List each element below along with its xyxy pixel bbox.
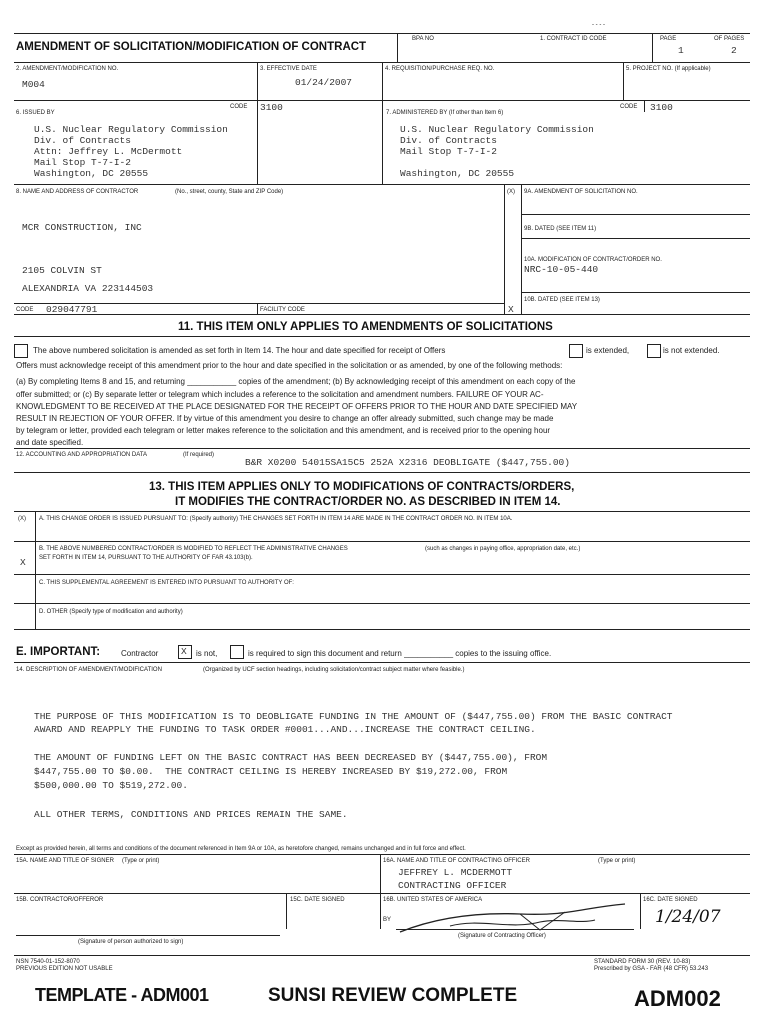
is-not-label: is not,	[196, 649, 218, 658]
is-required-checkbox[interactable]	[230, 645, 244, 659]
admin-code-label: CODE	[620, 104, 638, 110]
adm-stamp: ADM002	[634, 986, 721, 1011]
item11-text-6: by telegram or letter, provided each telegram or letter makes reference to the solicitation and this amendment, and is received prior to the opening hour	[16, 426, 551, 435]
important-label: E. IMPORTANT:	[16, 646, 101, 658]
item14-para3: ALL OTHER TERMS, CONDITIONS AND PRICES REMAIN THE SAME.	[34, 809, 348, 820]
item11-line1: The above numbered solicitation is amended as set forth in Item 14. The hour and date specified for receipt of Offers	[33, 346, 446, 355]
important-contractor: Contractor	[121, 649, 159, 658]
issued-by-label: 6. ISSUED BY	[16, 110, 55, 116]
label-16a: 16A. NAME AND TITLE OF CONTRACTING OFFICER	[383, 858, 530, 864]
item14-label-sub: (Organized by UCF section headings, including solicitation/contract subject matter where feasible.)	[203, 667, 465, 673]
top-right-mark: - - - -	[592, 22, 605, 28]
issued-line-2: Div. of Contracts	[34, 135, 131, 146]
label-15b: 15B. CONTRACTOR/OFFEROR	[16, 897, 104, 903]
item12-req: (If required)	[183, 452, 215, 458]
item14-label: 14. DESCRIPTION OF AMENDMENT/MODIFICATION	[16, 667, 162, 673]
label-10a: 10A. MODIFICATION OF CONTRACT/ORDER NO.	[524, 257, 662, 263]
item13-x-label: (X)	[18, 516, 26, 522]
extended-label: is extended,	[586, 346, 630, 355]
amend-label: 2. AMENDMENT/MODIFICATION NO.	[16, 66, 119, 72]
x-mark-10: X	[508, 304, 514, 315]
std-form-1: STANDARD FORM 30 (REV. 10-83)	[594, 959, 691, 965]
eff-date-label: 3. EFFECTIVE DATE	[260, 66, 317, 72]
page-label: PAGE	[660, 36, 677, 42]
item13-heading-2: IT MODIFIES THE CONTRACT/ORDER NO. AS DESCRIBED IN ITEM 14.	[175, 496, 561, 508]
std-form-2: Prescribed by GSA - FAR (48 CFR) 53.243	[594, 966, 709, 972]
extended-checkbox[interactable]	[569, 344, 583, 358]
date-16c: 1/24/07	[655, 907, 721, 927]
issued-code: 3100	[260, 102, 283, 113]
prev-edition: PREVIOUS EDITION NOT USABLE	[16, 966, 113, 972]
admin-line-5: Washington, DC 20555	[400, 168, 515, 179]
admin-line-3: Mail Stop T-7-I-2	[400, 146, 497, 157]
amend-value: M004	[22, 79, 45, 90]
nsn: NSN 7540-01-152-8070	[16, 959, 80, 965]
not-extended-checkbox[interactable]	[647, 344, 661, 358]
item13-option-c[interactable]: C. THIS SUPPLEMENTAL AGREEMENT IS ENTERED INTO PURSUANT TO AUTHORITY OF:	[39, 580, 294, 586]
contractor-name: MCR CONSTRUCTION, INC	[22, 222, 142, 233]
item11-checkbox[interactable]	[14, 344, 28, 358]
admin-code: 3100	[650, 102, 673, 113]
issued-code-label: CODE	[230, 104, 248, 110]
item12-label: 12. ACCOUNTING AND APPROPRIATION DATA	[16, 452, 148, 458]
item14-para2-line3: $500,000.00 TO $519,272.00.	[34, 780, 188, 791]
eff-date-value: 01/24/2007	[295, 77, 353, 88]
sig15-caption: (Signature of person authorized to sign)	[78, 939, 184, 945]
item13-x-mark-b: X	[20, 557, 26, 568]
item13-option-b-line1[interactable]: B. THE ABOVE NUMBERED CONTRACT/ORDER IS MODIFIED TO REFLECT THE ADMINISTRATIVE CHANGES	[39, 546, 348, 552]
except-clause: Except as provided herein, all terms and conditions of the document referenced in Item 9A or 10A, as heretofore changed, remains unchanged and in full force and effect.	[16, 846, 466, 852]
issued-line-4: Mail Stop T-7-I-2	[34, 157, 131, 168]
item11-text-2: (a) By completing Items 8 and 15, and returning ___________ copies of the amendment; (b) By acknowledging receipt of this amendment on each copy of the	[16, 377, 576, 386]
label-15c: 15C. DATE SIGNED	[290, 897, 345, 903]
item13-option-a[interactable]: A. THIS CHANGE ORDER IS ISSUED PURSUANT TO: (Specify authority) THE CHANGES SET FORTH IN ITEM 14 ARE MADE IN THE CONTRACT ORDER NO. IN ITEM 10A.	[39, 516, 513, 522]
contract-id-label: 1. CONTRACT ID CODE	[540, 36, 607, 42]
label-9b: 9B. DATED (SEE ITEM 11)	[524, 226, 597, 232]
co-name: JEFFREY L. MCDERMOTT	[398, 867, 513, 878]
value-10a: NRC-10-05-440	[524, 264, 599, 275]
item11-text-3: offer submitted; or (c) By separate letter or telegram which includes a reference to the solicitation and amendment numbers. FAILURE OF YOUR AC-	[16, 390, 544, 399]
form-title: AMENDMENT OF SOLICITATION/MODIFICATION OF CONTRACT	[16, 41, 367, 53]
item13-option-b-sub: (such as changes in paying office, appropriation date, etc.)	[425, 546, 581, 552]
req-label: 4. REQUISITION/PURCHASE REQ. NO.	[385, 66, 495, 72]
issued-line-1: U.S. Nuclear Regulatory Commission	[34, 124, 228, 135]
x-column-label: (X)	[507, 189, 515, 195]
facility-code-label: FACILITY CODE	[260, 307, 305, 313]
contractor-code-label: CODE	[16, 307, 34, 313]
label-16a-sub: (Type or print)	[598, 858, 636, 864]
item11-text-4: KNOWLEDGMENT TO BE RECEIVED AT THE PLACE DESIGNATED FOR THE RECEIPT OF OFFERS PRIOR TO THE HOUR AND DATE SPECIFIED MAY	[16, 402, 578, 411]
is-required-label: is required to sign this document and return ___________ copies to the issuing office.	[248, 649, 552, 658]
is-not-x-mark: X	[181, 646, 187, 657]
admin-line-2: Div. of Contracts	[400, 135, 497, 146]
template-stamp: TEMPLATE - ADM001	[35, 985, 209, 1005]
admin-label: 7. ADMINISTERED BY (If other than Item 6)	[386, 110, 504, 116]
label-16b: 16B. UNITED STATES OF AMERICA	[383, 897, 483, 903]
item13-option-d[interactable]: D. OTHER (Specify type of modification and authority)	[39, 609, 183, 615]
item14-para1-line2: AWARD AND REAPPLY THE FUNDING TO TASK ORDER #0001...AND...INCREASE THE CONTRACT CEILING.	[34, 724, 536, 735]
admin-line-1: U.S. Nuclear Regulatory Commission	[400, 124, 594, 135]
item14-para1-line1: THE PURPOSE OF THIS MODIFICATION IS TO DEOBLIGATE FUNDING IN THE AMOUNT OF ($447,755.00) FROM THE BASIC CONTRACT	[34, 711, 673, 722]
item14-para2-line1: THE AMOUNT OF FUNDING LEFT ON THE BASIC CONTRACT HAS BEEN DECREASED BY ($447,755.00), FROM	[34, 752, 548, 763]
project-label: 5. PROJECT NO. (If applicable)	[626, 66, 711, 72]
issued-line-5: Washington, DC 20555	[34, 168, 149, 179]
contractor-label-sub: (No., street, county, State and ZIP Code)	[175, 189, 284, 195]
label-16c: 16C. DATE SIGNED	[643, 897, 698, 903]
item13-heading-1: 13. THIS ITEM APPLIES ONLY TO MODIFICATIONS OF CONTRACTS/ORDERS,	[149, 481, 575, 493]
co-signature	[390, 900, 640, 938]
bpa-label: BPA NO	[412, 36, 434, 42]
of-pages-number: 2	[731, 45, 737, 56]
contractor-code-value: 029047791	[46, 304, 98, 315]
label-9a: 9A. AMENDMENT OF SOLICITATION NO.	[524, 189, 638, 195]
item11-text-5: RESULT IN REJECTION OF YOUR OFFER. If by virtue of this amendment you desire to change an offer already submitted, such change may be made	[16, 414, 554, 423]
contractor-label: 8. NAME AND ADDRESS OF CONTRACTOR	[16, 189, 139, 195]
label-15a: 15A. NAME AND TITLE OF SIGNER	[16, 858, 114, 864]
item11-text-7: and date specified.	[16, 438, 84, 447]
item12-value: B&R X0200 54015SA15C5 252A X2316 DEOBLIGATE ($447,755.00)	[245, 457, 570, 468]
co-title: CONTRACTING OFFICER	[398, 880, 507, 891]
sunsi-stamp: SUNSI REVIEW COMPLETE	[268, 985, 518, 1006]
of-pages-label: OF PAGES	[714, 36, 745, 42]
contractor-city: ALEXANDRIA VA 223144503	[22, 283, 154, 294]
item14-para2-line2: $447,755.00 TO $0.00. THE CONTRACT CEILING IS HEREBY INCREASED BY $19,272.00, FROM	[34, 766, 508, 777]
label-15a-sub: (Type or print)	[122, 858, 160, 864]
label-10b: 10B. DATED (SEE ITEM 13)	[524, 297, 600, 303]
item13-option-b-line2: SET FORTH IN ITEM 14, PURSUANT TO THE AUTHORITY OF FAR 43.103(b).	[39, 555, 253, 561]
not-extended-label: is not extended.	[663, 346, 720, 355]
contractor-street: 2105 COLVIN ST	[22, 265, 102, 276]
page-number: 1	[678, 45, 684, 56]
item11-heading: 11. THIS ITEM ONLY APPLIES TO AMENDMENTS OF SOLICITATIONS	[178, 321, 553, 333]
issued-line-3: Attn: Jeffrey L. McDermott	[34, 146, 183, 157]
label-by: BY	[383, 917, 392, 923]
item11-text-1: Offers must acknowledge receipt of this amendment prior to the hour and date specified in the solicitation or as amended, by one of the following methods:	[16, 361, 563, 370]
sig16-caption: (Signature of Contracting Officer)	[458, 933, 546, 939]
